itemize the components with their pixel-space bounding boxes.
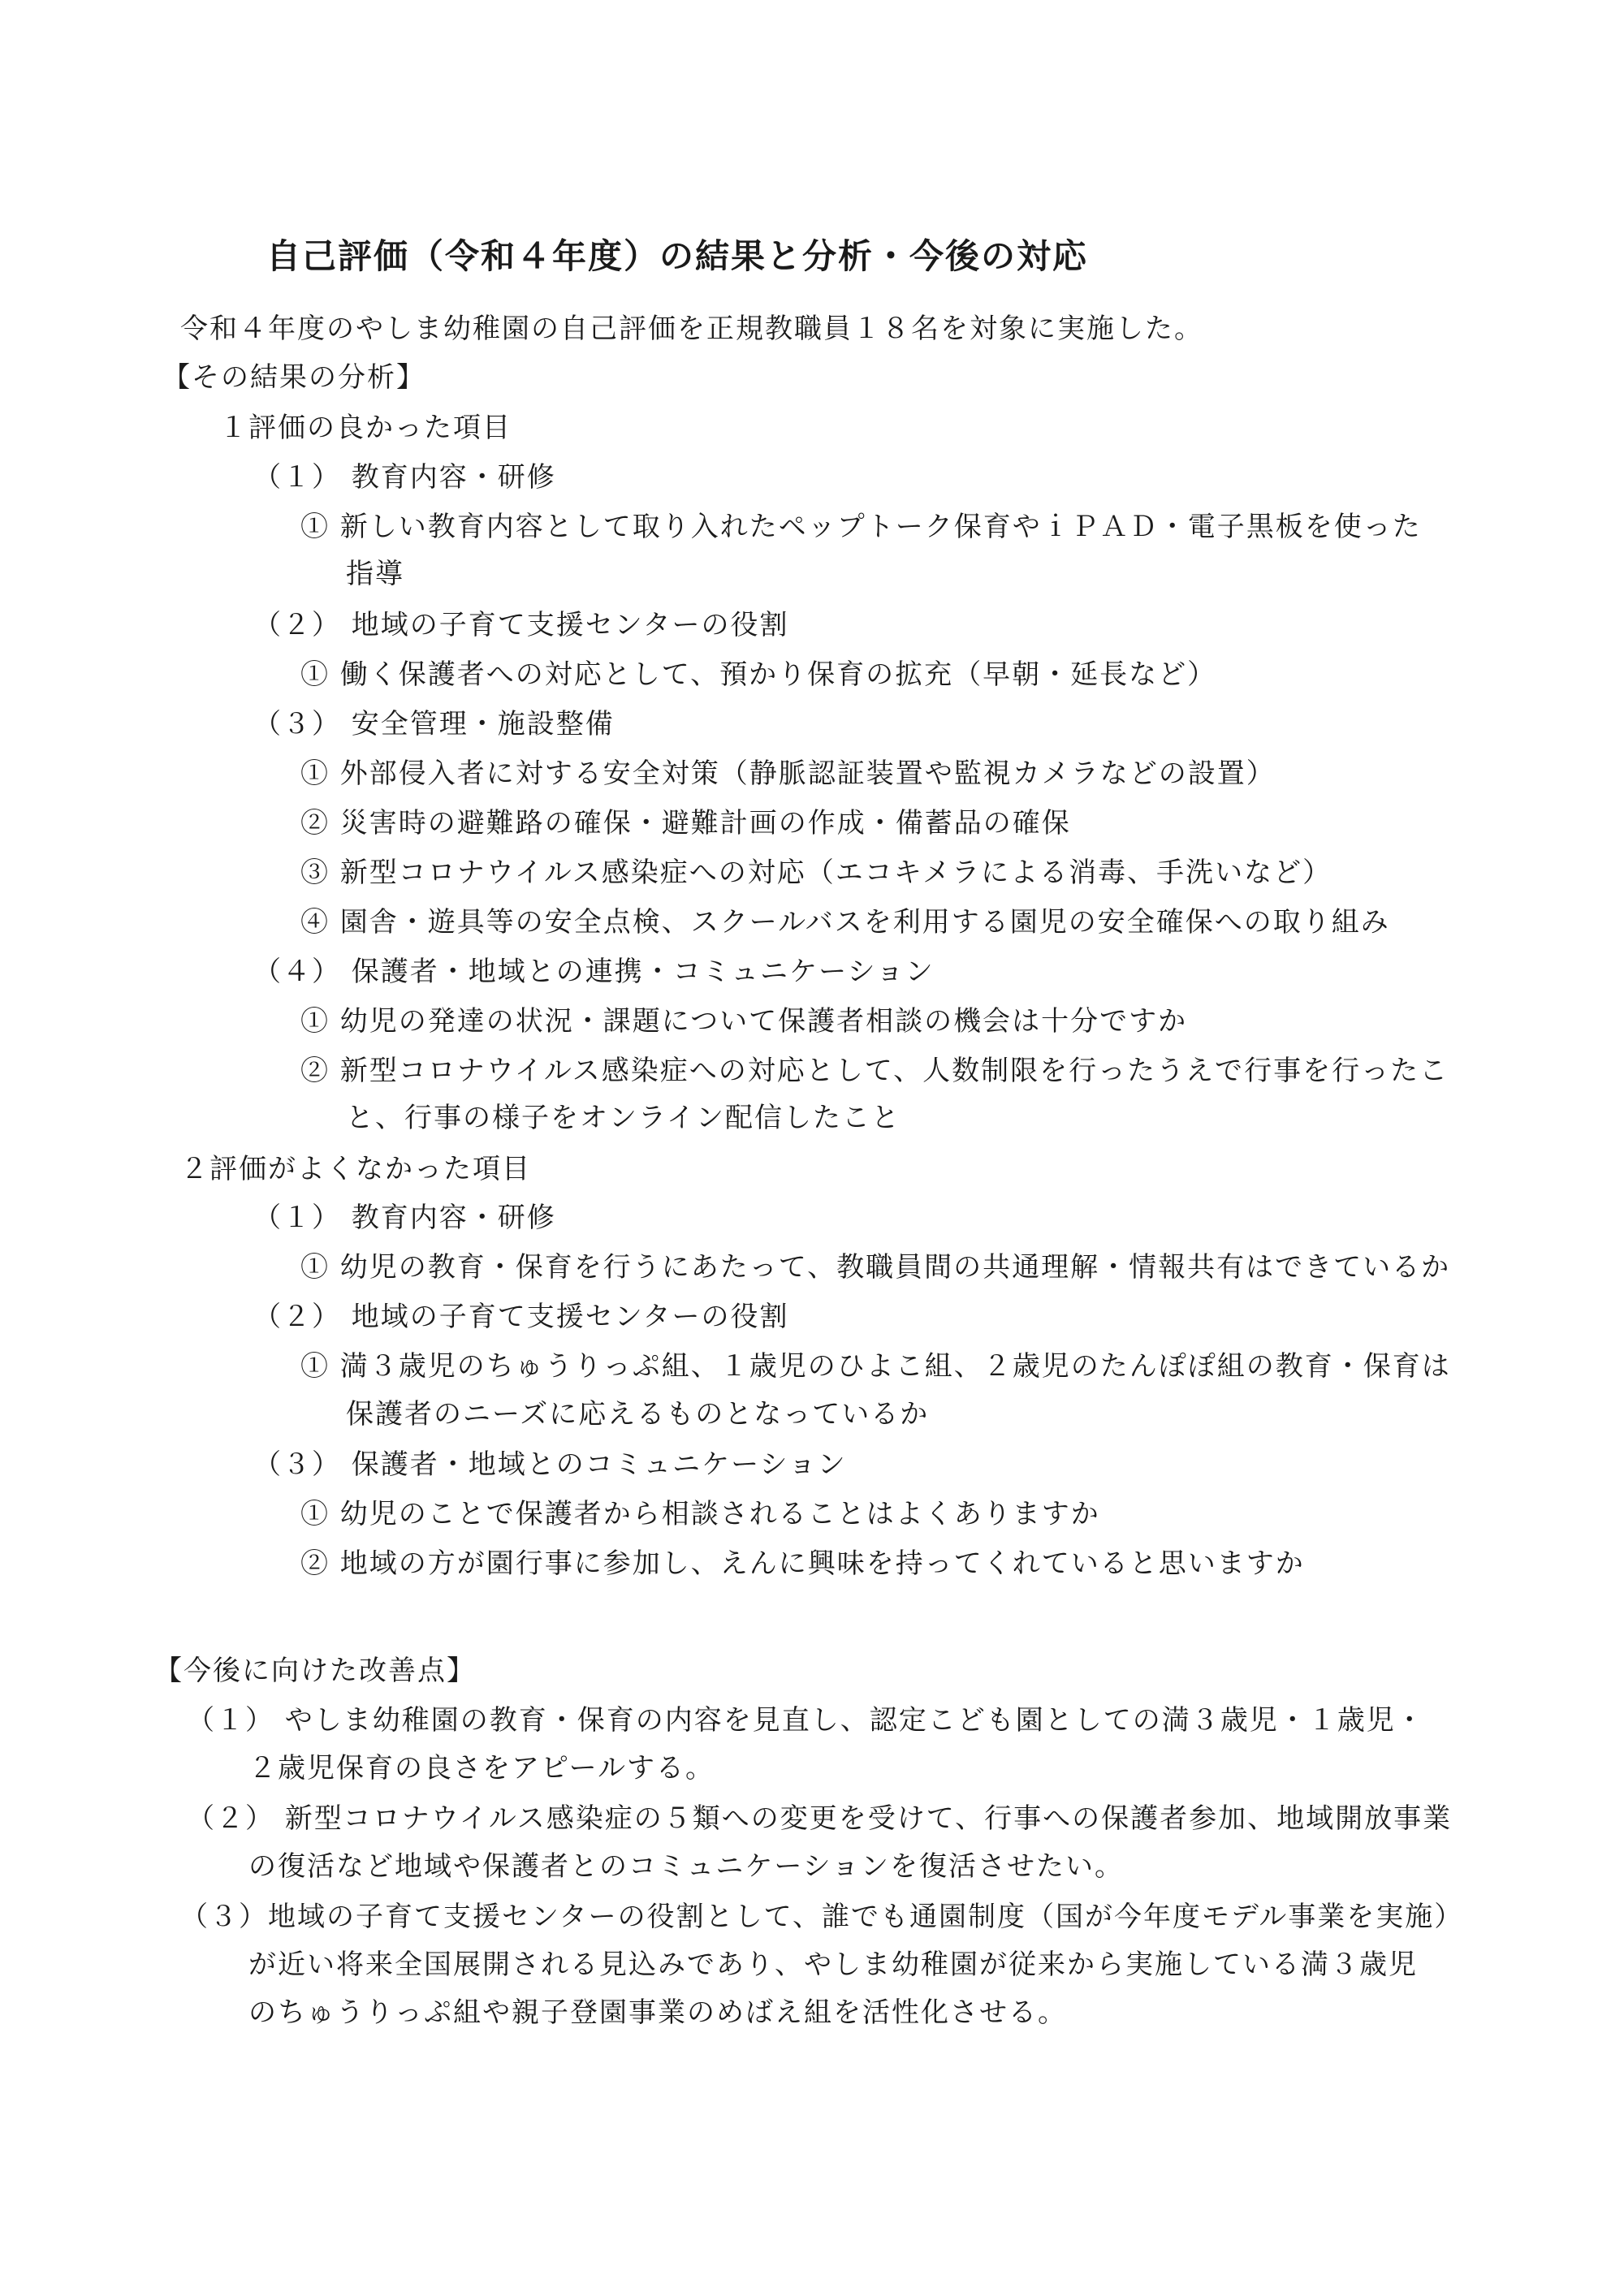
intro-text: 令和４年度のやしま幼稚園の自己評価を正規教職員１８名を対象に実施した。 bbox=[180, 313, 1203, 345]
analysis-heading: 【その結果の分析】 bbox=[162, 361, 425, 394]
good-s4-item-2-cont: と、行事の様子をオンライン配信したこと bbox=[346, 1102, 901, 1134]
improvement-2-cont: の復活など地域や保護者とのコミュニケーションを復活させたい。 bbox=[248, 1850, 1124, 1883]
improvement-1: （１） やしま幼稚園の教育・保育の内容を見直し、認定こども園としての満３歳児・１歳児・ bbox=[187, 1704, 1425, 1737]
bad-s2-item-1: ① 満３歳児のちゅうりっぷ組、１歳児のひよこ組、２歳児のたんぽぽ組の教育・保育は bbox=[300, 1350, 1451, 1383]
good-s3-item-2: ② 災害時の避難路の確保・避難計画の作成・備蓄品の確保 bbox=[300, 807, 1071, 839]
good-s4-item-2: ② 新型コロナウイルス感染症への対応として、人数制限を行ったうえで行事を行ったこ bbox=[300, 1055, 1449, 1087]
bad-s3-item-1: ① 幼児のことで保護者から相談されることはよくありますか bbox=[300, 1498, 1100, 1530]
bad-s3-item-2: ② 地域の方が園行事に参加し、えんに興味を持ってくれていると思いますか bbox=[300, 1547, 1305, 1580]
good-s3-item-4: ④ 園舎・遊具等の安全点検、スクールバスを利用する園児の安全確保への取り組み bbox=[300, 906, 1390, 939]
bad-s2-item-1-cont: 保護者のニーズに応えるものとなっているか bbox=[346, 1398, 930, 1431]
good-s3-item-3: ③ 新型コロナウイルス感染症への対応（エコキメラによる消毒、手洗いなど） bbox=[300, 857, 1332, 889]
bad-s1-item-1: ① 幼児の教育・保育を行うにあたって、教職員間の共通理解・情報共有はできているか bbox=[300, 1251, 1451, 1284]
improvement-3-cont-1: が近い将来全国展開される見込みであり、やしま幼稚園が従来から実施している満３歳児 bbox=[248, 1949, 1418, 1981]
good-s3-item-1: ① 外部侵入者に対する安全対策（静脈認証装置や監視カメラなどの設置） bbox=[300, 757, 1276, 790]
good-section-2-heading: （２） 地域の子育て支援センターの役割 bbox=[253, 609, 789, 641]
improvement-1-cont: ２歳児保育の良さをアピールする。 bbox=[248, 1752, 715, 1785]
good-section-1-heading: （１） 教育内容・研修 bbox=[253, 461, 556, 494]
improvement-2: （２） 新型コロナウイルス感染症の５類への変更を受けて、行事への保護者参加、地域開放事業 bbox=[187, 1802, 1453, 1835]
good-section-4-heading: （４） 保護者・地域との連携・コミュニケーション bbox=[253, 956, 935, 988]
good-items-heading: １評価の良かった項目 bbox=[219, 412, 512, 444]
good-s2-item-1: ① 働く保護者への対応として、預かり保育の拡充（早朝・延長など） bbox=[300, 658, 1217, 691]
bad-items-heading: ２評価がよくなかった項目 bbox=[180, 1153, 531, 1185]
page-title: 自己評価（令和４年度）の結果と分析・今後の対応 bbox=[266, 236, 1089, 276]
bad-section-3-heading: （３） 保護者・地域とのコミュニケーション bbox=[253, 1448, 847, 1481]
good-s1-item-1: ① 新しい教育内容として取り入れたペップトーク保育やｉＰＡＤ・電子黒板を使った bbox=[300, 511, 1422, 543]
improvement-3-cont-2: のちゅうりっぷ組や親子登園事業のめばえ組を活性化させる。 bbox=[248, 1996, 1067, 2029]
good-s4-item-1: ① 幼児の発達の状況・課題について保護者相談の機会は十分ですか bbox=[300, 1005, 1188, 1038]
improvement-3: （３）地域の子育て支援センターの役割として、誰でも通園制度（国が今年度モデル事業を実施） bbox=[180, 1901, 1464, 1933]
improvements-heading: 【今後に向けた改善点】 bbox=[154, 1655, 476, 1687]
bad-section-1-heading: （１） 教育内容・研修 bbox=[253, 1202, 556, 1234]
good-s1-item-1-cont: 指導 bbox=[346, 558, 404, 590]
good-section-3-heading: （３） 安全管理・施設整備 bbox=[253, 708, 615, 740]
bad-section-2-heading: （２） 地域の子育て支援センターの役割 bbox=[253, 1301, 789, 1333]
